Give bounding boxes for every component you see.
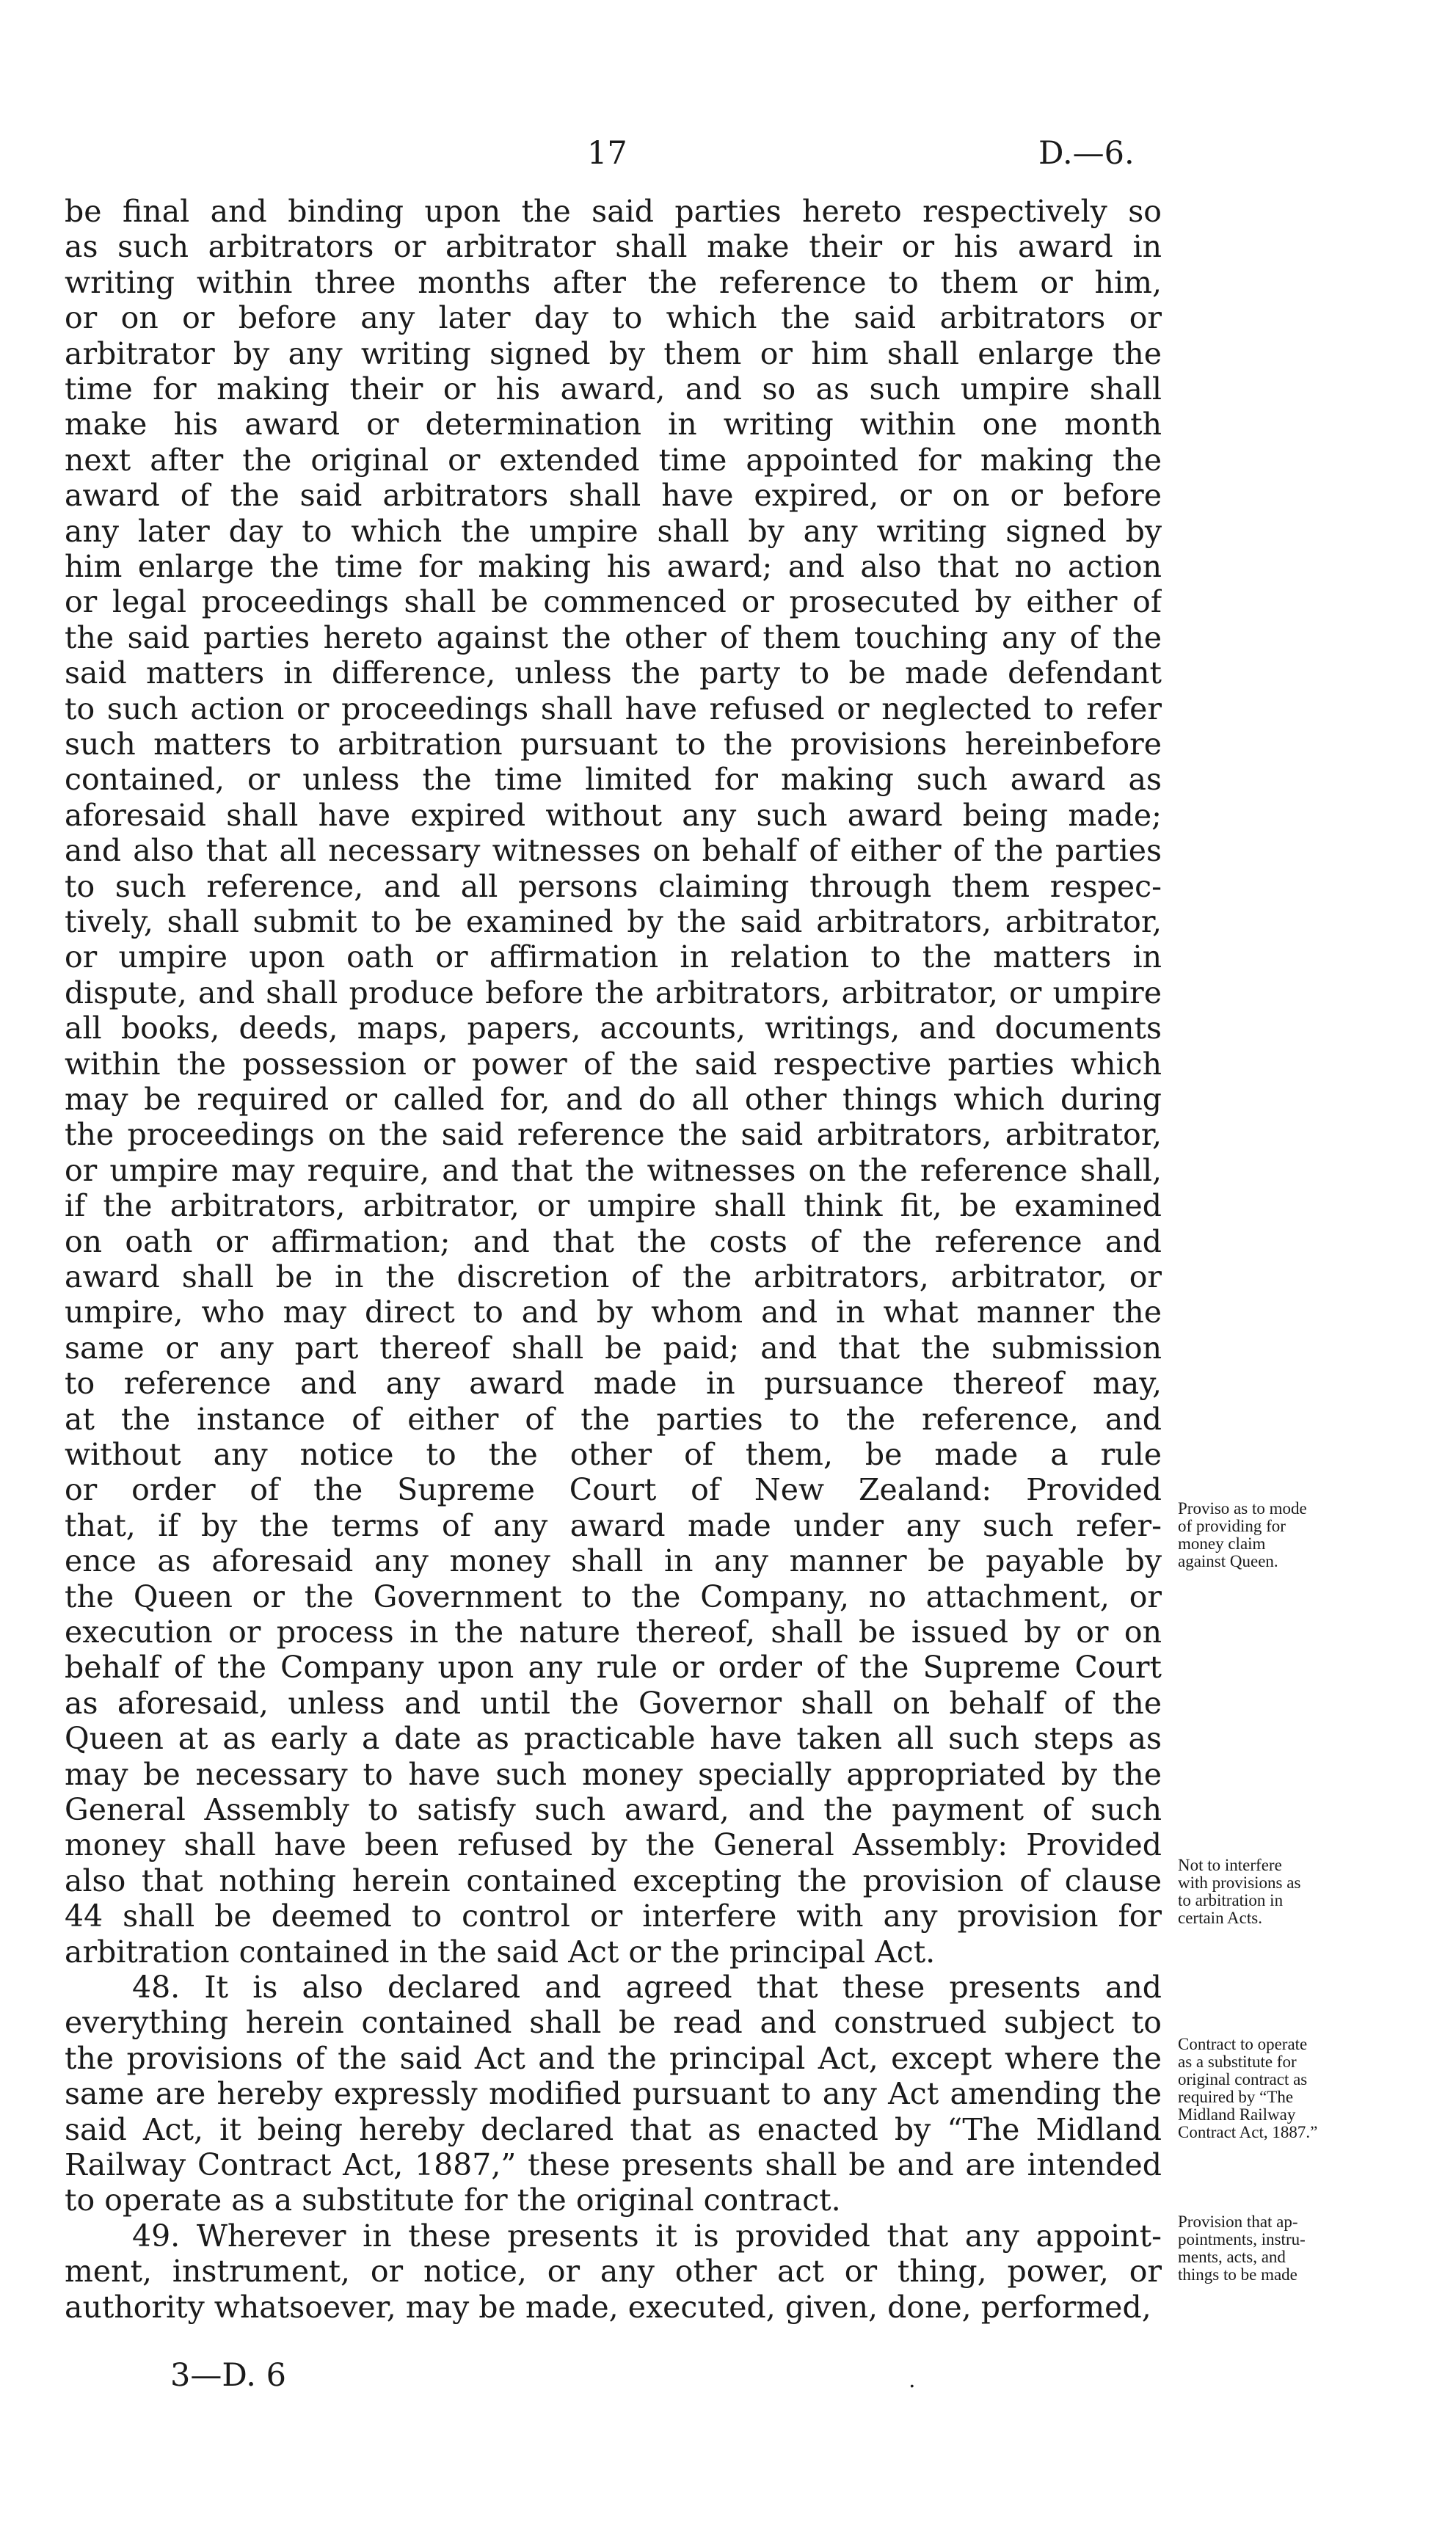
text-line: execution or process in the nature thereof, shall be issued by or on [65, 1614, 1162, 1650]
text-line: 49. Wherever in these presents it is provided that any appoint- [132, 2218, 1162, 2254]
signature-mark: 3—D. 6 [170, 2357, 286, 2394]
margin-note-line: things to be made [1178, 2265, 1297, 2284]
text-line: to operate as a substitute for the original contract. [65, 2182, 841, 2218]
text-line: same are hereby expressly modified pursuant to any Act amending the [65, 2076, 1162, 2112]
footer-dot: . [909, 2367, 916, 2393]
text-line: General Assembly to satisfy such award, and the payment of such [65, 1792, 1162, 1827]
margin-note-line: as a substitute for [1178, 2053, 1297, 2071]
text-line: to such action or proceedings shall have refused or neglected to refer [65, 691, 1162, 726]
margin-note [1178, 2036, 1420, 2141]
text-line: to reference and any award made in pursuance thereof may, [65, 1366, 1162, 1402]
text-line: any later day to which the umpire shall by any writing signed by [65, 513, 1162, 549]
text-line: to such reference, and all persons claiming through them respec- [65, 868, 1162, 904]
text-line: be final and binding upon the said parties hereto respectively so [65, 194, 1162, 229]
page-number: 17 [587, 135, 627, 172]
margin-note-line: original contract as [1178, 2070, 1308, 2088]
text-line: the said parties hereto against the other of them touching any of the [65, 619, 1162, 655]
margin-note-line: Proviso as to mode [1178, 1499, 1307, 1518]
text-line: or umpire upon oath or affirmation in relation to the matters in [65, 939, 1162, 975]
text-line: him enlarge the time for making his award; and also that no action [65, 549, 1162, 584]
text-line: on oath or affirmation; and that the costs of the reference and [65, 1223, 1162, 1259]
text-line: make his award or determination in writing within one month [65, 407, 1162, 443]
text-line: as such arbitrators or arbitrator shall make their or his award in [65, 229, 1162, 265]
text-line: said matters in difference, unless the party to be made defendant [65, 655, 1162, 691]
text-line: may be necessary to have such money specially appropriated by the [65, 1756, 1162, 1792]
margin-note-line: Contract to operate [1178, 2035, 1308, 2053]
text-line: within the possession or power of the said respective parties which [65, 1046, 1162, 1082]
text-line: as aforesaid, unless and until the Governor shall on behalf of the [65, 1685, 1162, 1721]
text-line: ment, instrument, or notice, or any other act or thing, power, or [65, 2254, 1162, 2290]
margin-note-line: ments, acts, and [1178, 2248, 1286, 2266]
margin-note-line: certain Acts. [1178, 1909, 1262, 1927]
margin-note [1178, 1857, 1420, 1927]
margin-note [1178, 2213, 1420, 2284]
text-line: all books, deeds, maps, papers, accounts, writings, and documents [65, 1010, 1162, 1046]
text-line: if the arbitrators, arbitrator, or umpire shall think fit, be examined [65, 1188, 1162, 1224]
text-line: arbitration contained in the said Act or the principal Act. [65, 1934, 936, 1970]
text-line: the Queen or the Government to the Company, no attachment, or [65, 1578, 1162, 1614]
text-line: at the instance of either of the parties to the reference, and [65, 1401, 1162, 1437]
text-line: the proceedings on the said reference the said arbitrators, arbitrator, [65, 1117, 1162, 1153]
text-line: or on or before any later day to which the said arbitrators or [65, 300, 1162, 336]
margin-note-line: against Queen. [1178, 1552, 1278, 1570]
document-reference: D.—6. [1038, 135, 1135, 172]
margin-note-line: Contract Act, 1887.” [1178, 2123, 1318, 2141]
text-line: ence as aforesaid any money shall in any manner be payable by [65, 1543, 1162, 1579]
text-line: behalf of the Company upon any rule or order of the Supreme Court [65, 1650, 1162, 1686]
text-line: 44 shall be deemed to control or interfere with any provision for [65, 1898, 1162, 1934]
margin-note-line: required by “The [1178, 2088, 1294, 2106]
text-line: may be required or called for, and do all other things which during [65, 1082, 1162, 1117]
text-line: money shall have been refused by the General Assembly: Provided [65, 1827, 1162, 1863]
text-line: authority whatsoever, may be made, executed, given, done, performed, [65, 2289, 1151, 2325]
text-line: umpire, who may direct to and by whom and in what manner the [65, 1294, 1162, 1330]
text-line: or order of the Supreme Court of New Zealand: Provided [65, 1472, 1162, 1508]
margin-note-line: Not to interfere [1178, 1856, 1282, 1874]
text-line: writing within three months after the reference to them or him, [65, 264, 1162, 300]
text-line: everything herein contained shall be read and construed subject to [65, 2005, 1162, 2041]
text-line: Railway Contract Act, 1887,” these presents shall be and are intended [65, 2147, 1162, 2182]
text-line: contained, or unless the time limited for making such award as [65, 762, 1162, 798]
text-line: time for making their or his award, and so as such umpire shall [65, 371, 1162, 407]
text-line: and also that all necessary witnesses on behalf of either of the parties [65, 833, 1162, 869]
text-line: 48. It is also declared and agreed that these presents and [132, 1970, 1162, 2005]
text-line: next after the original or extended time appointed for making the [65, 442, 1162, 478]
text-line: said Act, it being hereby declared that as enacted by “The Midland [65, 2111, 1162, 2147]
text-line: tively, shall submit to be examined by the said arbitrators, arbitrator, [65, 904, 1162, 939]
text-line: award shall be in the discretion of the arbitrators, arbitrator, or [65, 1259, 1162, 1294]
margin-note-line: money claim [1178, 1534, 1266, 1553]
text-line: without any notice to the other of them, be made a rule [65, 1437, 1162, 1472]
margin-note-line: Midland Railway [1178, 2105, 1296, 2124]
text-line: the provisions of the said Act and the principal Act, except where the [65, 2040, 1162, 2076]
text-line: also that nothing herein contained excepting the provision of clause [65, 1862, 1162, 1898]
text-line: such matters to arbitration pursuant to the provisions hereinbefore [65, 726, 1162, 762]
margin-note-line: of providing for [1178, 1517, 1286, 1535]
text-line: same or any part thereof shall be paid; and that the submission [65, 1330, 1162, 1366]
margin-note-line: to arbitration in [1178, 1891, 1284, 1909]
text-line: award of the said arbitrators shall have expired, or on or before [65, 478, 1162, 514]
text-line: that, if by the terms of any award made under any such refer- [65, 1507, 1162, 1543]
text-line: dispute, and shall produce before the arbitrators, arbitrator, or umpire [65, 975, 1162, 1010]
text-line: aforesaid shall have expired without any such award being made; [65, 797, 1162, 833]
margin-note-line: Provision that ap- [1178, 2213, 1298, 2231]
text-line: or umpire may require, and that the witnesses on the reference shall, [65, 1152, 1162, 1188]
text-line: or legal proceedings shall be commenced or prosecuted by either of [65, 584, 1162, 620]
margin-note-line: pointments, instru- [1178, 2230, 1306, 2248]
text-line: Queen at as early a date as practicable have taken all such steps as [65, 1721, 1162, 1757]
margin-note [1178, 1500, 1420, 1570]
text-line: arbitrator by any writing signed by them or him shall enlarge the [65, 335, 1162, 371]
margin-note-line: with provisions as [1178, 1873, 1301, 1892]
